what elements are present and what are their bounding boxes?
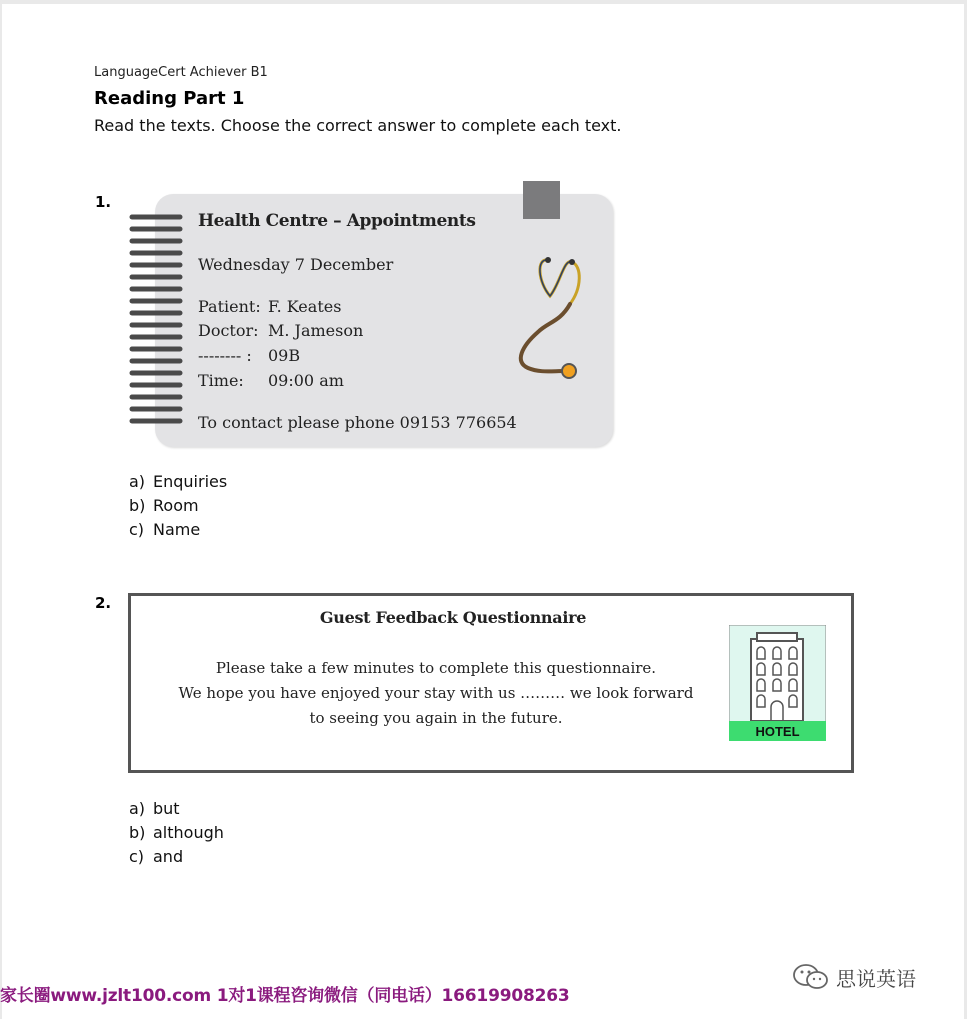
- wechat-icon: [792, 963, 830, 991]
- time-row: [198, 371, 344, 390]
- option-c[interactable]: c) and: [129, 847, 184, 866]
- option-c[interactable]: c) Name: [129, 520, 201, 539]
- exam-subtitle: LanguageCert Achiever B1: [94, 65, 268, 80]
- doctor-value: M. Jameson: [268, 321, 364, 340]
- hotel-sign-label: HOTEL: [755, 724, 800, 739]
- footer-ad-text: 家长圈www.jzlt100.com 1对1课程咨询微信（同电话）16619908263: [0, 986, 570, 1006]
- doctor-row: [198, 321, 363, 340]
- question-2-number: 2.: [95, 594, 112, 612]
- question-1-number: 1.: [95, 193, 112, 211]
- question-2-options: [129, 797, 224, 869]
- card-title: Health Centre – Appointments: [198, 211, 476, 231]
- option-b[interactable]: b) Room: [129, 496, 199, 515]
- contact-line: To contact please phone 09153 776654: [198, 413, 517, 432]
- patient-label: Patient:: [198, 297, 261, 316]
- blank-row: [198, 346, 300, 365]
- page-title: Reading Part 1: [94, 88, 245, 109]
- instruction-text: Read the texts. Choose the correct answer to complete each text.: [94, 116, 622, 135]
- blank-label: -------- :: [198, 346, 252, 365]
- appointment-date: Wednesday 7 December: [198, 255, 394, 274]
- wechat-watermark: [792, 962, 916, 992]
- doctor-label: Doctor:: [198, 321, 259, 340]
- patient-value: F. Keates: [268, 297, 342, 316]
- card-tab: [523, 181, 560, 219]
- option-a[interactable]: a) Enquiries: [129, 472, 228, 491]
- option-b[interactable]: b) although: [129, 823, 224, 842]
- stethoscope-icon: [508, 252, 592, 384]
- hotel-icon: [729, 625, 826, 741]
- blank-value: 09B: [268, 346, 301, 365]
- feedback-text: Please take a few minutes to complete this questionnaire. We hope you have enjoyed your stay with us ……… we look forward to seeing you again in the future.: [178, 659, 694, 727]
- option-a[interactable]: a) but: [129, 799, 180, 818]
- watermark-label: 思说英语: [836, 966, 916, 991]
- time-value: 09:00 am: [268, 371, 344, 390]
- question-1-options: [129, 470, 227, 542]
- time-label: Time:: [198, 371, 244, 390]
- patient-row: [198, 297, 341, 316]
- notebook-spiral-icon: [128, 213, 186, 433]
- feedback-title: Guest Feedback Questionnaire: [319, 608, 587, 627]
